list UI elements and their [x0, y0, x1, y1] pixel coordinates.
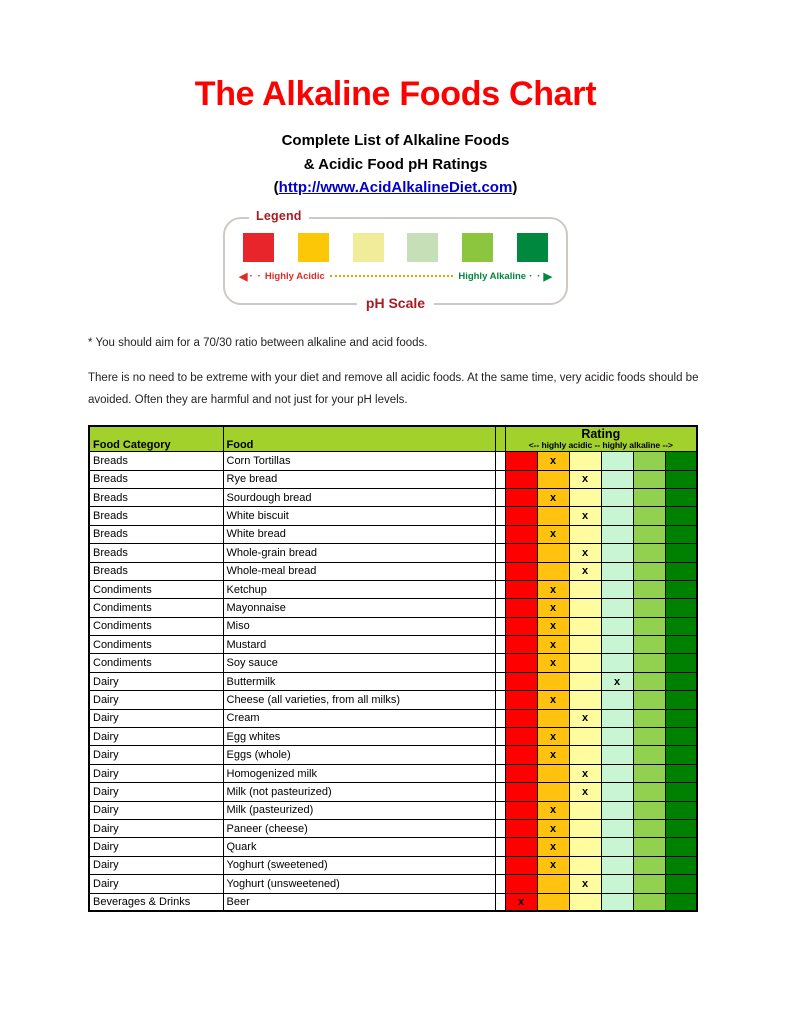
ph-scale-caption-wrap: [225, 295, 566, 313]
rating-cell-3: [569, 820, 601, 838]
cell-food-category: Condiments: [89, 617, 223, 635]
cell-food-category: Condiments: [89, 599, 223, 617]
rating-cell-5: [633, 507, 665, 525]
cell-spacer: [495, 580, 505, 598]
cell-spacer: [495, 617, 505, 635]
rating-cell-5: [633, 801, 665, 819]
rating-cell-6: [665, 838, 697, 856]
rating-cell-6: [665, 783, 697, 801]
rating-cell-2: [537, 783, 569, 801]
table-row: [89, 875, 697, 893]
legend-swatch-slightly-acidic: [353, 233, 384, 262]
legend-swatch-acidic: [298, 233, 329, 262]
cell-food-category: Condiments: [89, 636, 223, 654]
cell-spacer: [495, 562, 505, 580]
cell-spacer: [495, 654, 505, 672]
rating-cell-1: [505, 764, 537, 782]
rating-cell-5: [633, 599, 665, 617]
rating-cell-6: [665, 544, 697, 562]
rating-cell-3: [569, 617, 601, 635]
rating-cell-2-marked: x: [537, 488, 569, 506]
rating-cell-6: [665, 672, 697, 690]
rating-cell-3: [569, 580, 601, 598]
cell-food-category: Beverages & Drinks: [89, 893, 223, 911]
cell-spacer: [495, 856, 505, 874]
table-row: [89, 636, 697, 654]
rating-cell-5: [633, 709, 665, 727]
header-row: [89, 426, 697, 452]
rating-cell-4: [601, 580, 633, 598]
subtitle-block: [0, 129, 791, 199]
rating-cell-1: [505, 783, 537, 801]
cell-food-category: Dairy: [89, 856, 223, 874]
table-row: [89, 709, 697, 727]
cell-food-name: Whole-grain bread: [223, 544, 495, 562]
cell-food-name: White bread: [223, 525, 495, 543]
cell-food-name: Milk (not pasteurized): [223, 783, 495, 801]
rating-cell-1: [505, 599, 537, 617]
rating-cell-1-marked: x: [505, 893, 537, 911]
cell-food-name: Corn Tortillas: [223, 452, 495, 470]
rating-cell-2-marked: x: [537, 525, 569, 543]
rating-cell-5: [633, 617, 665, 635]
rating-cell-5: [633, 580, 665, 598]
subtitle-line-1: Complete List of Alkaline Foods: [281, 132, 510, 150]
paren-close: ): [512, 178, 518, 196]
table-row: [89, 544, 697, 562]
rating-cell-2: [537, 875, 569, 893]
rating-cell-2: [537, 470, 569, 488]
paren-open: (: [273, 178, 279, 196]
table-row: [89, 838, 697, 856]
subtitle-line-2: & Acidic Food pH Ratings: [303, 155, 488, 173]
rating-cell-1: [505, 544, 537, 562]
cell-spacer: [495, 838, 505, 856]
cell-food-name: Miso: [223, 617, 495, 635]
rating-cell-2-marked: x: [537, 838, 569, 856]
cell-food-category: Condiments: [89, 654, 223, 672]
rating-cell-4: [601, 525, 633, 543]
website-url-line: [0, 176, 791, 199]
legend-swatch-highly-acidic: [243, 233, 274, 262]
rating-cell-1: [505, 691, 537, 709]
post-dots: · ·: [529, 271, 542, 283]
rating-cell-2-marked: x: [537, 452, 569, 470]
table-row: [89, 507, 697, 525]
rating-cell-2: [537, 507, 569, 525]
header-rating-title: Rating: [581, 426, 621, 441]
rating-cell-2-marked: x: [537, 654, 569, 672]
legend-swatch-row: [225, 219, 566, 262]
rating-cell-5: [633, 525, 665, 543]
rating-cell-3: [569, 525, 601, 543]
rating-cell-2-marked: x: [537, 820, 569, 838]
cell-food-category: Dairy: [89, 672, 223, 690]
rating-cell-6: [665, 488, 697, 506]
rating-cell-5: [633, 893, 665, 911]
foods-table-wrap: [88, 425, 698, 913]
cell-food-name: Yoghurt (unsweetened): [223, 875, 495, 893]
cell-spacer: [495, 709, 505, 727]
rating-cell-3-marked: x: [569, 562, 601, 580]
rating-cell-5: [633, 562, 665, 580]
rating-cell-2-marked: x: [537, 801, 569, 819]
rating-cell-1: [505, 875, 537, 893]
rating-cell-1: [505, 617, 537, 635]
rating-cell-3-marked: x: [569, 709, 601, 727]
cell-food-name: Cream: [223, 709, 495, 727]
header-food-category: Food Category: [89, 426, 223, 452]
cell-spacer: [495, 746, 505, 764]
rating-cell-1: [505, 709, 537, 727]
table-row: [89, 820, 697, 838]
alkaline-foods-table: [88, 425, 698, 913]
rating-cell-2: [537, 562, 569, 580]
table-body: [89, 452, 697, 912]
header-food: Food: [223, 426, 495, 452]
legend-swatch-highly-alkaline: [517, 233, 548, 262]
rating-cell-6: [665, 636, 697, 654]
arrow-left-icon: ◀: [239, 271, 248, 284]
arrow-right-icon: ▶: [543, 271, 552, 284]
rating-cell-4: [601, 470, 633, 488]
cell-food-name: Whole-meal bread: [223, 562, 495, 580]
rating-cell-1: [505, 470, 537, 488]
rating-cell-2-marked: x: [537, 599, 569, 617]
cell-food-name: Eggs (whole): [223, 746, 495, 764]
highly-acidic-label: Highly Acidic: [264, 271, 325, 283]
cell-food-name: Sourdough bread: [223, 488, 495, 506]
legend-swatch-alkaline: [462, 233, 493, 262]
rating-cell-4: [601, 801, 633, 819]
table-row: [89, 746, 697, 764]
rating-cell-5: [633, 783, 665, 801]
cell-spacer: [495, 875, 505, 893]
cell-food-category: Breads: [89, 525, 223, 543]
cell-spacer: [495, 636, 505, 654]
rating-cell-2: [537, 764, 569, 782]
rating-cell-3-marked: x: [569, 470, 601, 488]
rating-cell-3: [569, 838, 601, 856]
cell-food-category: Breads: [89, 562, 223, 580]
header-rating: [505, 426, 697, 452]
rating-cell-4: [601, 636, 633, 654]
cell-food-category: Dairy: [89, 820, 223, 838]
header-rating-scale: <-- highly acidic -- highly alkaline -->: [528, 440, 673, 451]
rating-cell-3-marked: x: [569, 544, 601, 562]
rating-cell-2-marked: x: [537, 617, 569, 635]
rating-cell-4: [601, 544, 633, 562]
cell-food-category: Dairy: [89, 691, 223, 709]
table-row: [89, 562, 697, 580]
rating-cell-3: [569, 672, 601, 690]
table-row: [89, 617, 697, 635]
rating-cell-1: [505, 636, 537, 654]
rating-cell-2-marked: x: [537, 580, 569, 598]
rating-cell-4: [601, 783, 633, 801]
cell-spacer: [495, 783, 505, 801]
rating-cell-4: [601, 507, 633, 525]
rating-cell-1: [505, 507, 537, 525]
dotted-scale-line: [330, 275, 454, 277]
rating-cell-5: [633, 746, 665, 764]
rating-cell-4: [601, 838, 633, 856]
cell-food-name: Homogenized milk: [223, 764, 495, 782]
rating-cell-6: [665, 820, 697, 838]
cell-spacer: [495, 672, 505, 690]
table-row: [89, 783, 697, 801]
rating-cell-6: [665, 580, 697, 598]
cell-food-name: Yoghurt (sweetened): [223, 856, 495, 874]
rating-cell-3-marked: x: [569, 875, 601, 893]
rating-cell-2-marked: x: [537, 856, 569, 874]
rating-cell-4: [601, 452, 633, 470]
notes-section: [88, 333, 703, 411]
rating-cell-6: [665, 893, 697, 911]
table-row: [89, 691, 697, 709]
rating-cell-5: [633, 691, 665, 709]
table-row: [89, 672, 697, 690]
rating-cell-5: [633, 636, 665, 654]
rating-cell-6: [665, 617, 697, 635]
rating-cell-4: [601, 654, 633, 672]
table-row: [89, 488, 697, 506]
page-title: The Alkaline Foods Chart: [194, 75, 597, 113]
rating-cell-3: [569, 488, 601, 506]
legend-title: Legend: [249, 209, 309, 223]
rating-cell-3-marked: x: [569, 783, 601, 801]
cell-food-name: White biscuit: [223, 507, 495, 525]
rating-cell-6: [665, 599, 697, 617]
cell-food-category: Dairy: [89, 746, 223, 764]
cell-food-name: Ketchup: [223, 580, 495, 598]
cell-food-category: Dairy: [89, 764, 223, 782]
rating-cell-5: [633, 728, 665, 746]
rating-cell-6: [665, 875, 697, 893]
legend-box: [223, 209, 568, 312]
rating-cell-3: [569, 599, 601, 617]
rating-cell-2-marked: x: [537, 691, 569, 709]
cell-food-name: Quark: [223, 838, 495, 856]
cell-food-category: Breads: [89, 507, 223, 525]
rating-cell-4: [601, 893, 633, 911]
cell-food-name: Cheese (all varieties, from all milks): [223, 691, 495, 709]
rating-cell-5: [633, 672, 665, 690]
rating-cell-1: [505, 728, 537, 746]
cell-food-name: Rye bread: [223, 470, 495, 488]
rating-cell-5: [633, 488, 665, 506]
rating-cell-4: [601, 746, 633, 764]
body-note: There is no need to be extreme with your diet and remove all acidic foods. At the same time, very acidic foods should be avoided. Often they are harmful and not just for your pH levels.: [88, 372, 699, 406]
rating-cell-4: [601, 764, 633, 782]
table-row: [89, 470, 697, 488]
rating-cell-4-marked: x: [601, 672, 633, 690]
rating-cell-6: [665, 856, 697, 874]
rating-cell-1: [505, 580, 537, 598]
cell-food-category: Breads: [89, 488, 223, 506]
rating-cell-1: [505, 672, 537, 690]
rating-cell-5: [633, 856, 665, 874]
pre-dots: · ·: [249, 271, 262, 283]
rating-cell-1: [505, 838, 537, 856]
cell-food-category: Condiments: [89, 580, 223, 598]
rating-cell-3: [569, 801, 601, 819]
rating-cell-3: [569, 654, 601, 672]
rating-cell-1: [505, 801, 537, 819]
table-row: [89, 654, 697, 672]
cell-spacer: [495, 470, 505, 488]
legend-swatch-slightly-alkaline: [407, 233, 438, 262]
rating-cell-4: [601, 875, 633, 893]
rating-cell-5: [633, 838, 665, 856]
table-row: [89, 599, 697, 617]
rating-cell-4: [601, 488, 633, 506]
rating-cell-4: [601, 691, 633, 709]
rating-cell-6: [665, 691, 697, 709]
cell-spacer: [495, 893, 505, 911]
table-row: [89, 893, 697, 911]
rating-cell-2: [537, 709, 569, 727]
rating-cell-4: [601, 709, 633, 727]
rating-cell-2-marked: x: [537, 746, 569, 764]
cell-food-category: Dairy: [89, 783, 223, 801]
rating-cell-3: [569, 728, 601, 746]
rating-cell-5: [633, 544, 665, 562]
rating-cell-6: [665, 470, 697, 488]
rating-cell-2-marked: x: [537, 728, 569, 746]
rating-cell-5: [633, 820, 665, 838]
rating-cell-1: [505, 452, 537, 470]
cell-spacer: [495, 764, 505, 782]
rating-cell-4: [601, 856, 633, 874]
rating-cell-2-marked: x: [537, 636, 569, 654]
table-row: [89, 452, 697, 470]
cell-food-name: Buttermilk: [223, 672, 495, 690]
rating-cell-4: [601, 599, 633, 617]
rating-cell-1: [505, 525, 537, 543]
cell-spacer: [495, 544, 505, 562]
ratio-note: * You should aim for a 70/30 ratio between alkaline and acid foods.: [88, 337, 428, 350]
table-row: [89, 525, 697, 543]
cell-food-category: Dairy: [89, 728, 223, 746]
cell-spacer: [495, 525, 505, 543]
rating-cell-6: [665, 728, 697, 746]
rating-cell-5: [633, 875, 665, 893]
rating-cell-4: [601, 562, 633, 580]
rating-cell-6: [665, 562, 697, 580]
website-link[interactable]: http://www.AcidAlkalineDiet.com: [278, 178, 513, 196]
rating-cell-5: [633, 764, 665, 782]
cell-spacer: [495, 488, 505, 506]
table-row: [89, 801, 697, 819]
rating-cell-3: [569, 452, 601, 470]
rating-cell-3: [569, 636, 601, 654]
rating-cell-2: [537, 544, 569, 562]
rating-cell-6: [665, 452, 697, 470]
cell-spacer: [495, 820, 505, 838]
cell-food-category: Dairy: [89, 838, 223, 856]
header-spacer: [495, 426, 505, 452]
cell-food-name: Paneer (cheese): [223, 820, 495, 838]
rating-cell-2: [537, 672, 569, 690]
rating-cell-6: [665, 654, 697, 672]
rating-cell-5: [633, 654, 665, 672]
rating-cell-2: [537, 893, 569, 911]
cell-spacer: [495, 801, 505, 819]
cell-food-name: Beer: [223, 893, 495, 911]
table-row: [89, 856, 697, 874]
rating-cell-5: [633, 452, 665, 470]
cell-food-category: Dairy: [89, 875, 223, 893]
rating-cell-4: [601, 728, 633, 746]
cell-food-name: Milk (pasteurized): [223, 801, 495, 819]
rating-cell-1: [505, 746, 537, 764]
highly-alkaline-label: Highly Alkaline: [458, 271, 527, 283]
table-header: [89, 426, 697, 452]
table-row: [89, 580, 697, 598]
rating-cell-6: [665, 801, 697, 819]
rating-cell-6: [665, 507, 697, 525]
cell-food-name: Mayonnaise: [223, 599, 495, 617]
rating-cell-6: [665, 525, 697, 543]
rating-cell-3: [569, 893, 601, 911]
cell-spacer: [495, 452, 505, 470]
rating-cell-6: [665, 746, 697, 764]
table-row: [89, 764, 697, 782]
cell-spacer: [495, 728, 505, 746]
legend-scale-row: [225, 262, 566, 283]
rating-cell-1: [505, 488, 537, 506]
cell-food-name: Soy sauce: [223, 654, 495, 672]
cell-food-name: Mustard: [223, 636, 495, 654]
rating-cell-3-marked: x: [569, 764, 601, 782]
rating-cell-6: [665, 709, 697, 727]
rating-cell-1: [505, 562, 537, 580]
rating-cell-1: [505, 820, 537, 838]
rating-cell-3: [569, 856, 601, 874]
cell-food-category: Breads: [89, 544, 223, 562]
rating-cell-1: [505, 856, 537, 874]
ph-scale-caption: pH Scale: [357, 295, 434, 311]
cell-food-name: Egg whites: [223, 728, 495, 746]
cell-food-category: Dairy: [89, 709, 223, 727]
legend: [223, 209, 568, 312]
rating-cell-6: [665, 764, 697, 782]
rating-cell-4: [601, 617, 633, 635]
cell-spacer: [495, 507, 505, 525]
cell-spacer: [495, 691, 505, 709]
table-row: [89, 728, 697, 746]
rating-cell-3: [569, 746, 601, 764]
cell-spacer: [495, 599, 505, 617]
rating-cell-3-marked: x: [569, 507, 601, 525]
rating-cell-5: [633, 470, 665, 488]
cell-food-category: Breads: [89, 452, 223, 470]
rating-cell-3: [569, 691, 601, 709]
rating-cell-1: [505, 654, 537, 672]
cell-food-category: Dairy: [89, 801, 223, 819]
cell-food-category: Breads: [89, 470, 223, 488]
rating-cell-4: [601, 820, 633, 838]
